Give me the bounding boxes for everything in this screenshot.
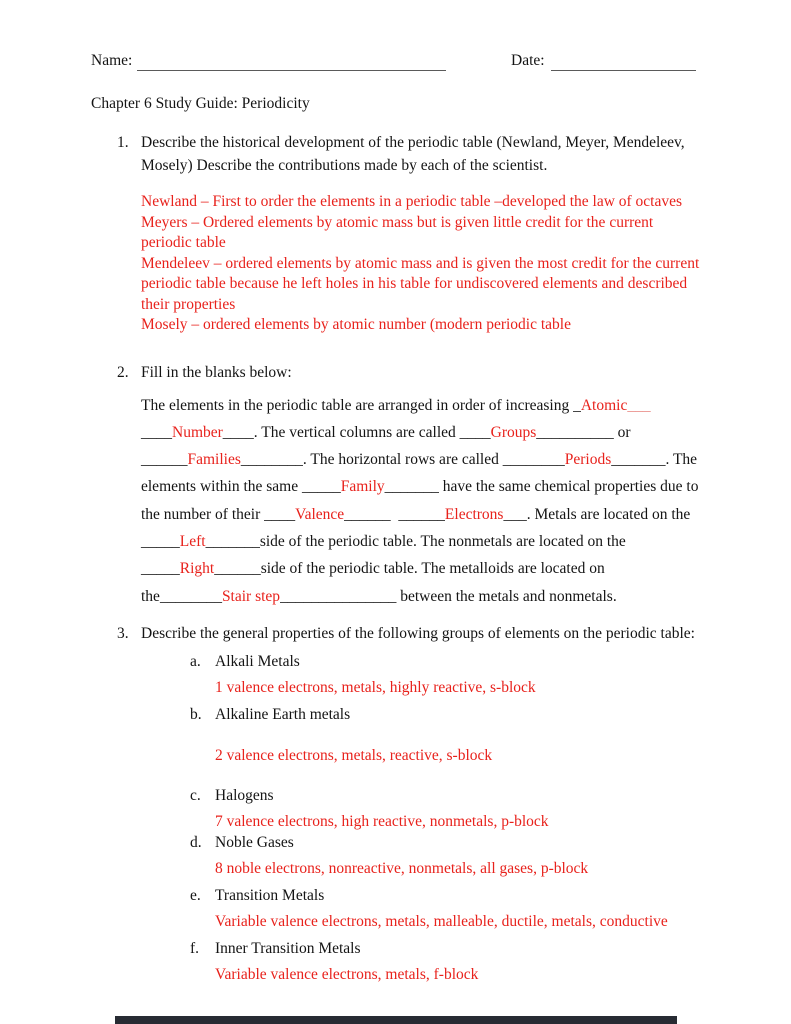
blank-underscores: the	[141, 587, 160, 605]
question-2-fill-lines	[141, 392, 706, 610]
q3-item-letter: c.	[190, 786, 201, 804]
blank-underscores: __________	[536, 423, 614, 441]
q3-item-a	[141, 651, 706, 672]
blank-underscores: . Metals are located on the	[526, 505, 691, 523]
question-1-answers	[141, 192, 706, 336]
blank-underscores: . The vertical columns are called	[253, 423, 460, 441]
q3-item-b	[141, 704, 706, 725]
fill-line-4	[141, 473, 706, 500]
blank-answer-word: Family	[340, 478, 385, 496]
question-2-prompt: Fill in the blanks below:	[141, 363, 292, 381]
blank-underscores: ________	[240, 451, 303, 469]
blank-underscores: have the same chemical properties due to	[438, 478, 699, 496]
blank-underscores: side of the periodic table. The nonmetals are located on the	[259, 532, 626, 550]
name-label: Name:	[91, 52, 133, 69]
q3-item-letter: e.	[190, 886, 201, 904]
blank-underscores: ____	[459, 423, 491, 441]
question-1	[91, 131, 706, 336]
q3-item-d	[141, 832, 706, 853]
question-3-number: 3.	[117, 624, 129, 642]
q1-answer-3: Mendeleev – ordered elements by atomic mass and is given the most credit for the current periodic table because he left holes in his table for undiscovered elements and described their properties	[141, 254, 700, 313]
q3-item-e	[141, 885, 706, 906]
next-page-edge-strip	[115, 1016, 677, 1024]
blank-underscores: or	[613, 423, 631, 441]
blank-underscores: _____	[141, 532, 180, 550]
question-2	[91, 361, 706, 610]
q3-item-name: Alkali Metals	[215, 652, 300, 670]
blank-underscores: between the metals and nonmetals.	[396, 587, 617, 605]
q1-answer-2: Meyers – Ordered elements by atomic mass but is given little credit for the current periodic table	[141, 213, 654, 251]
question-3-items	[141, 651, 706, 985]
blank-answer-word: Number	[172, 423, 223, 441]
question-3-prompt: Describe the general properties of the following groups of elements on the periodic table:	[141, 624, 695, 642]
fill-line-2	[141, 419, 706, 446]
q3-item-name: Alkaline Earth metals	[215, 705, 351, 723]
blank-answer-word: Right	[179, 560, 215, 578]
fill-line-5	[141, 501, 706, 528]
q1-answer-4: Mosely – ordered elements by atomic number (modern periodic table	[141, 316, 571, 333]
blank-underscores: ______	[344, 505, 391, 523]
blank-answer-word: Atomic	[580, 396, 628, 414]
q3-item-answer-b: 2 valence electrons, metals, reactive, s-block	[215, 746, 493, 764]
q3-item-name: Noble Gases	[215, 833, 294, 851]
question-2-body	[141, 361, 706, 610]
blank-underscores: _______	[205, 532, 260, 550]
blank-underscores: ________	[159, 587, 222, 605]
fill-line-3	[141, 446, 706, 473]
blank-underscores: elements within the same	[141, 478, 302, 496]
blank-answer-word: Left	[179, 532, 206, 550]
blank-answer-word: Groups	[490, 423, 537, 441]
blank-underscores: _____	[302, 478, 341, 496]
blank-underscores: ______	[141, 451, 188, 469]
page-content	[91, 52, 706, 985]
page-title: Chapter 6 Study Guide: Periodicity	[91, 95, 310, 112]
q3-item-letter: d.	[190, 833, 202, 851]
q3-item-letter: f.	[190, 939, 200, 957]
blank-underscores: ____	[264, 505, 296, 523]
q3-item-answer-a: 1 valence electrons, metals, highly reactive, s-block	[215, 678, 536, 696]
date-label: Date:	[511, 52, 545, 69]
q3-item-answer-e: Variable valence electrons, metals, malleable, ductile, metals, conductive	[215, 912, 668, 930]
blank-answer-word: Periods	[564, 451, 612, 469]
q3-item-name: Transition Metals	[215, 886, 325, 904]
q3-item-answer-f: Variable valence electrons, metals, f-block	[215, 965, 479, 983]
blank-underscores: _______	[611, 451, 666, 469]
blank-underscores: _	[573, 396, 581, 414]
q3-item-letter: a.	[190, 652, 201, 670]
fill-line-7	[141, 555, 706, 582]
q1-answer-1: Newland – First to order the elements in a periodic table –developed the law of octaves	[141, 193, 683, 210]
name-blank-line	[137, 70, 446, 71]
fill-line-8	[141, 583, 706, 610]
fill-line-1	[141, 392, 706, 419]
blank-answer-word: Electrons	[444, 505, 504, 523]
q3-item-name: Halogens	[215, 786, 274, 804]
blank-underscores: ___	[627, 396, 651, 414]
fill-line-6	[141, 528, 706, 555]
q3-item-c	[141, 785, 706, 806]
blank-underscores: ________	[502, 451, 565, 469]
question-2-number: 2.	[117, 363, 129, 381]
blank-underscores: The elements in the periodic table are arranged in order of increasing	[141, 396, 574, 414]
blank-underscores: . The horizontal rows are called	[302, 451, 503, 469]
q3-item-name: Inner Transition Metals	[215, 939, 361, 957]
blank-underscores: _____	[141, 560, 180, 578]
blank-underscores: ______	[398, 505, 445, 523]
blank-underscores: the number of their	[141, 505, 265, 523]
question-3-body	[141, 622, 706, 985]
blank-answer-word: Families	[187, 451, 241, 469]
q3-item-letter: b.	[190, 705, 202, 723]
question-1-number: 1.	[117, 134, 129, 151]
blank-underscores: ____	[141, 423, 172, 441]
blank-underscores: ___	[503, 505, 527, 523]
blank-answer-word: Valence	[295, 505, 345, 523]
blank-answer-word: Stair step	[221, 587, 281, 605]
date-blank-line	[551, 70, 696, 71]
blank-underscores: ______	[214, 560, 261, 578]
blank-underscores: _______________	[280, 587, 397, 605]
question-1-body	[141, 131, 706, 336]
q3-item-f	[141, 938, 706, 959]
blank-underscores: side of the periodic table. The metalloids are located on	[260, 560, 605, 578]
question-3	[91, 622, 706, 985]
q3-item-answer-c: 7 valence electrons, high reactive, nonmetals, p-block	[215, 812, 549, 830]
blank-underscores: ____	[222, 423, 254, 441]
name-date-row	[91, 52, 706, 76]
blank-underscores: . The	[665, 451, 698, 469]
blank-underscores: _______	[384, 478, 439, 496]
q3-item-answer-d: 8 noble electrons, nonreactive, nonmetals, all gases, p-block	[215, 859, 589, 877]
question-1-prompt: Describe the historical development of the periodic table (Newland, Meyer, Mendeleev, Mosely) Describe the contributions made by each of the scientist.	[141, 134, 685, 174]
